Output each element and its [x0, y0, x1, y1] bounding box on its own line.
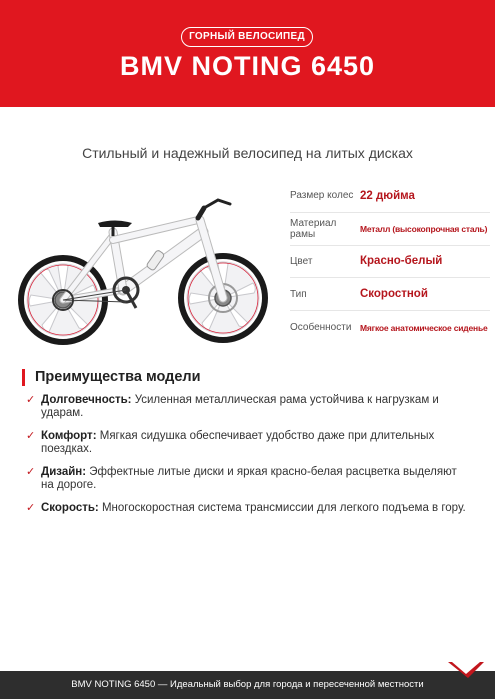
- advantage-text: [41, 430, 466, 456]
- advantages-heading: [22, 367, 201, 387]
- bicycle-image: [18, 190, 278, 355]
- advantage-label: Комфорт:: [41, 430, 97, 442]
- checkmark-icon: ✓: [26, 430, 36, 442]
- spec-label: Размер колес: [290, 190, 354, 202]
- list-item: [26, 430, 466, 456]
- checkmark-icon: ✓: [26, 466, 36, 478]
- heading-accent-bar: [22, 369, 25, 386]
- spec-value: Мягкое анатомическое сиденье: [360, 322, 488, 333]
- checkmark-icon: ✓: [26, 394, 36, 406]
- spec-row: [290, 213, 490, 246]
- spec-row: [290, 311, 490, 344]
- specs-table: [290, 180, 490, 344]
- advantage-description: Мягкая сидушка обеспечивает удобство даже при длительных поездках.: [41, 430, 435, 455]
- advantage-text: [41, 466, 466, 492]
- list-item: [26, 502, 466, 515]
- spec-value: 22 дюйма: [360, 189, 415, 202]
- advantage-text: [41, 394, 466, 420]
- advantage-label: Долговечность:: [41, 394, 132, 406]
- advantage-label: Дизайн:: [41, 466, 87, 478]
- list-item: [26, 466, 466, 492]
- spec-value: Металл (высокопрочная сталь): [360, 223, 488, 234]
- advantage-description: Многоскоростная система трансмиссии для легкого подъема в гору.: [101, 502, 466, 514]
- category-badge: ГОРНЫЙ ВЕЛОСИПЕД: [181, 27, 313, 47]
- corner-accent-icon: [448, 662, 484, 684]
- spec-label: Тип: [290, 288, 307, 300]
- product-subtitle: Стильный и надежный велосипед на литых дисках: [82, 145, 413, 161]
- checkmark-icon: ✓: [26, 502, 36, 514]
- product-title: BMV NOTING 6450: [119, 51, 376, 81]
- advantage-description: Эффектные литые диски и яркая красно-белая расцветка выделяют на дороге.: [41, 466, 457, 491]
- header-banner: [0, 0, 495, 107]
- spec-label: Особенности: [290, 322, 352, 334]
- spec-row: [290, 180, 490, 213]
- spec-value: Красно-белый: [360, 255, 443, 268]
- spec-value: Скоростной: [360, 288, 428, 301]
- list-item: [26, 394, 466, 420]
- spec-label: Цвет: [290, 255, 313, 267]
- advantage-text: [41, 502, 466, 515]
- footer-bar: BMV NOTING 6450 — Идеальный выбор для города и пересеченной местности: [0, 671, 495, 699]
- spec-row: [290, 246, 490, 279]
- advantages-title: Преимущества модели: [35, 369, 201, 385]
- advantage-description: Усиленная металлическая рама устойчива к нагрузкам и ударам.: [41, 394, 439, 419]
- spec-row: [290, 278, 490, 311]
- spec-label: Материал рамы: [290, 217, 337, 240]
- advantage-label: Скорость:: [41, 502, 99, 514]
